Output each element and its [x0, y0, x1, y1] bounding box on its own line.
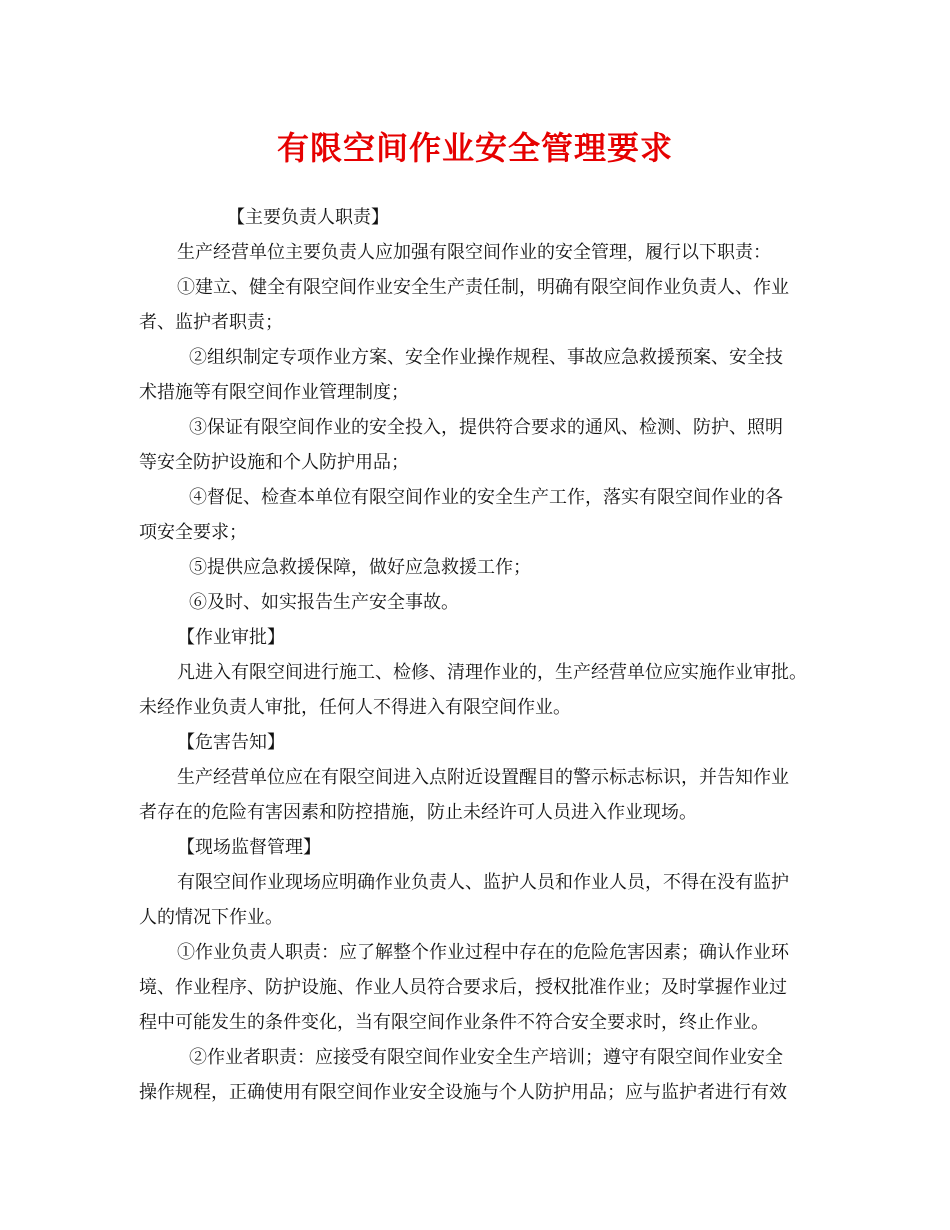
section-heading-hazard-notice: 【危害告知】 [177, 732, 285, 753]
list-item-line: 者、监护者职责； [139, 312, 283, 333]
document-title: 有限空间作业安全管理要求 [276, 129, 673, 167]
list-item-line: 操作规程，正确使用有限空间作业安全设施与个人防护用品；应与监护者进行有效 [139, 1082, 787, 1103]
list-item-line: 术措施等有限空间作业管理制度； [139, 382, 409, 403]
list-item-line: ①作业负责人职责：应了解整个作业过程中存在的危险危害因素；确认作业环 [177, 942, 789, 963]
paragraph-line: 生产经营单位主要负责人应加强有限空间作业的安全管理，履行以下职责： [177, 242, 771, 263]
list-item-line: ⑥及时、如实报告生产安全事故。 [189, 592, 459, 613]
list-item-line: 项安全要求； [139, 522, 247, 543]
paragraph-line: 未经作业负责人审批，任何人不得进入有限空间作业。 [139, 697, 571, 718]
list-item-line: ④督促、检查本单位有限空间作业的安全生产工作，落实有限空间作业的各 [189, 487, 783, 508]
list-item-line: ①建立、健全有限空间作业安全生产责任制，明确有限空间作业负责人、作业 [177, 277, 789, 298]
section-heading-work-approval: 【作业审批】 [177, 627, 285, 648]
list-item-line: ②组织制定专项作业方案、安全作业操作规程、事故应急救援预案、安全技 [189, 347, 783, 368]
list-item-line: ⑤提供应急救援保障，做好应急救援工作； [189, 557, 531, 578]
document-body [139, 200, 811, 1110]
paragraph-line: 生产经营单位应在有限空间进入点附近设置醒目的警示标志标识，并告知作业 [177, 767, 789, 788]
section-heading-site-supervision: 【现场监督管理】 [177, 837, 321, 858]
paragraph-line: 人的情况下作业。 [139, 907, 283, 928]
paragraph-line: 者存在的危险有害因素和防控措施，防止未经许可人员进入作业现场。 [139, 802, 697, 823]
list-item-line: ②作业者职责：应接受有限空间作业安全生产培训；遵守有限空间作业安全 [189, 1047, 783, 1068]
list-item-line: 程中可能发生的条件变化，当有限空间作业条件不符合安全要求时，终止作业。 [139, 1012, 769, 1033]
paragraph-line: 有限空间作业现场应明确作业负责人、监护人员和作业人员，不得在没有监护 [177, 872, 789, 893]
paragraph-line: 凡进入有限空间进行施工、检修、清理作业的，生产经营单位应实施作业审批。 [177, 662, 807, 683]
section-heading-principal-duties: 【主要负责人职责】 [227, 207, 389, 228]
list-item-line: 境、作业程序、防护设施、作业人员符合要求后，授权批准作业；及时掌握作业过 [139, 977, 787, 998]
list-item-line: 等安全防护设施和个人防护用品； [139, 452, 409, 473]
list-item-line: ③保证有限空间作业的安全投入，提供符合要求的通风、检测、防护、照明 [189, 417, 783, 438]
